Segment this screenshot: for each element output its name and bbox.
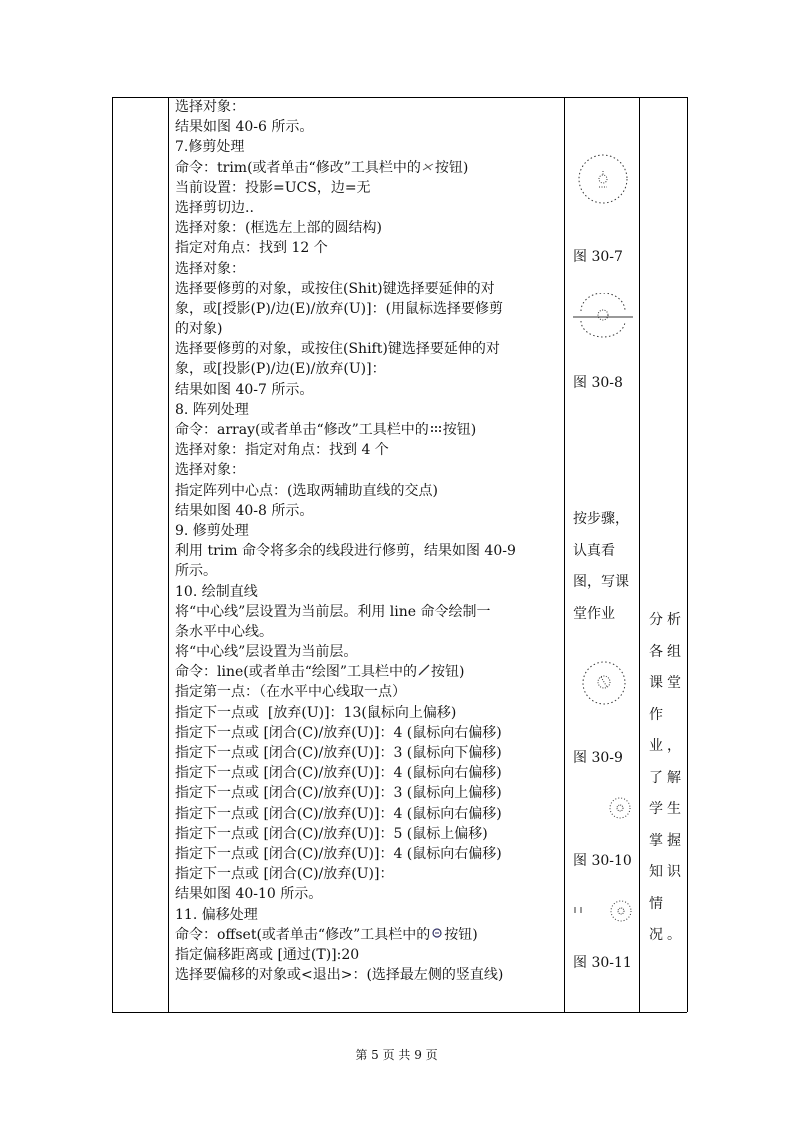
procedure-text-segment: 指定下一点或 [闭合(C)/放弃(U)]：4 (鼠标向右偏移) [175, 845, 502, 862]
procedure-text-segment: 选择要偏移的对象或<退出>：(选择最左侧的竖直线) [175, 967, 504, 984]
figure-30-8-caption: 图 30-8 [573, 375, 623, 391]
procedure-line [175, 299, 563, 319]
figure-30-7-drawing [573, 149, 633, 209]
procedure-line [175, 763, 563, 783]
procedure-line [175, 359, 563, 379]
procedure-text-segment: 指定下一点或 [闭合(C)/放弃(U)]：4 (鼠标向右偏移) [175, 765, 502, 782]
procedure-line [175, 319, 563, 339]
procedure-line [175, 965, 563, 985]
procedure-text-segment: 命令：line(或者单击“绘图”工具栏中的 [175, 664, 418, 681]
procedure-text-segment: 选择剪切边.. [175, 199, 254, 216]
procedure-line [175, 602, 563, 622]
line-tool-icon [418, 662, 430, 682]
table-border-left [112, 97, 113, 1012]
procedure-line [175, 723, 563, 743]
offset-tool-icon [431, 925, 443, 945]
procedure-line [175, 97, 563, 117]
procedure-line [175, 440, 563, 460]
procedure-text-segment: 指定对角点：找到 12 个 [175, 240, 328, 257]
procedure-text-segment: 指定下一点或 [闭合(C)/放弃(U)]：5 (鼠标上偏移) [175, 825, 488, 842]
procedure-text-segment: 选择对象：(框选左上部的圆结构) [175, 220, 382, 237]
procedure-text-segment: 象，或[投影(P)/边(E)/放弃(U)]： [175, 361, 386, 378]
procedure-line [175, 279, 563, 299]
procedure-line [175, 884, 563, 904]
figure-30-8-drawing [571, 293, 635, 339]
procedure-text-segment: 指定下一点或 [闭合(C)/放弃(U)]：4 (鼠标向右偏移) [175, 724, 502, 741]
procedure-text-segment: 指定下一点或 [闭合(C)/放弃(U)]：3 (鼠标向下偏移) [175, 745, 502, 761]
procedure-line [175, 844, 563, 864]
procedure-text-segment: 象，或[授影(P)/边(E)/放弃(U)]：(用鼠标选择要修剪 [175, 300, 504, 317]
procedure-line [175, 481, 563, 501]
table-border-right [687, 97, 688, 1012]
procedure-text-segment: 指定下一点或 [闭合(C)/放弃(U)]：3 (鼠标向上偏移) [175, 785, 502, 802]
procedure-line [175, 743, 563, 763]
procedure-text-segment: 按钮) [444, 926, 478, 943]
procedure-text-segment: 指定下一点或 [放弃(U)]：13(鼠标向上偏移) [175, 704, 457, 721]
procedure-line [175, 501, 563, 521]
procedure-text-segment: 指定下一点或 [闭合(C)/放弃(U)]：4 (鼠标向右偏移) [175, 805, 502, 822]
procedure-text-segment: 8. 阵列处理 [175, 401, 249, 418]
procedure-line [175, 198, 563, 218]
procedure-text-segment: 选择对象：指定对角点：找到 4 个 [175, 442, 389, 459]
procedure-text-segment: 将“中心线”层设置为当前层。 [175, 644, 358, 661]
procedure-line [175, 642, 563, 662]
procedure-text-segment: 10. 绘制直线 [175, 583, 258, 600]
procedure-text-segment: 7.修剪处理 [175, 139, 245, 156]
figure-30-9-drawing [575, 657, 633, 709]
procedure-text-segment: 结果如图 40-7 所示。 [175, 381, 314, 398]
procedure-text-segment: 选择对象： [175, 99, 245, 115]
procedure-text-segment: 按钮) [442, 422, 477, 439]
procedure-line [175, 622, 563, 642]
procedure-text [175, 97, 563, 985]
procedure-line [175, 541, 563, 561]
procedure-text-segment: 按钮) [431, 664, 465, 681]
procedure-text-segment: 命令：offset(或者单击“修改”工具栏中的 [175, 926, 431, 943]
procedure-line [175, 682, 563, 702]
procedure-text-segment: 指定第一点：（在水平中心线取一点） [175, 684, 406, 701]
procedure-text-segment: 命令：trim(或者单击“修改”工具栏中的 [175, 159, 421, 176]
procedure-text-segment: 9. 修剪处理 [175, 522, 249, 539]
procedure-text-segment: 选择对象： [175, 462, 245, 479]
procedure-text-segment: 利用 trim 命令将多余的线段进行修剪，结果如图 40-9 [175, 543, 516, 560]
procedure-line [175, 178, 563, 198]
procedure-line [175, 238, 563, 258]
procedure-text-segment: 指定下一点或 [闭合(C)/放弃(U)]： [175, 866, 394, 883]
method-note: 按步骤，认真看图，写课堂作业 [573, 511, 629, 622]
procedure-line [175, 864, 563, 884]
procedure-text-segment: 选择对象： [175, 260, 245, 277]
procedure-text-segment: 指定偏移距离或 [通过(T)]:20 [175, 946, 360, 963]
procedure-line [175, 703, 563, 723]
procedure-line [175, 521, 563, 541]
procedure-line [175, 339, 563, 359]
procedure-line [175, 582, 563, 602]
procedure-line [175, 400, 563, 420]
figure-30-7-caption: 图 30-7 [573, 249, 623, 265]
procedure-text-segment: 命令：array(或者单击“修改”工具栏中的 [175, 422, 429, 439]
figure-30-11-caption: 图 30-11 [573, 955, 632, 971]
procedure-line [175, 218, 563, 238]
table-border-col3 [639, 97, 640, 1012]
procedure-text-segment: 所示。 [175, 563, 217, 580]
procedure-line [175, 783, 563, 803]
procedure-line [175, 259, 563, 279]
page-footer: 第 5 页 共 9 页 [355, 1048, 438, 1062]
procedure-text-segment: 指定阵列中心点：(选取两辅助直线的交点) [175, 482, 438, 499]
procedure-text-segment: 条水平中心线。 [175, 623, 273, 640]
procedure-text-segment: 将“中心线”层设置为当前层。利用 line 命令绘制一 [175, 603, 491, 620]
procedure-text-segment: 选择要修剪的对象，或按住(Shit)键选择要延伸的对 [175, 280, 495, 297]
table-border-col2 [564, 97, 565, 1012]
trim-tool-icon [422, 158, 434, 178]
procedure-text-segment: 按钮) [434, 159, 469, 176]
procedure-line [175, 925, 563, 945]
procedure-text-segment: 11. 偏移处理 [175, 906, 258, 923]
table-border-bottom [112, 1012, 687, 1013]
procedure-text-segment: 当前设置：投影=UCS，边=无 [175, 179, 371, 196]
procedure-line [175, 380, 563, 400]
procedure-line [175, 158, 563, 178]
procedure-text-segment: 的对象) [175, 321, 223, 338]
figure-30-10-drawing [607, 794, 633, 822]
procedure-text-segment: 选择要修剪的对象，或按住(Shift)键选择要延伸的对 [175, 341, 500, 358]
procedure-line [175, 420, 563, 440]
figure-30-9-caption: 图 30-9 [573, 750, 623, 766]
procedure-line [175, 945, 563, 965]
procedure-line [175, 137, 563, 157]
figure-30-11-drawing [571, 895, 635, 929]
procedure-text-segment: 结果如图 40-8 所示。 [175, 502, 314, 519]
array-tool-icon [430, 420, 442, 440]
evaluation-note: 分析各组课堂作业，了解学生掌握知识情况。 [649, 612, 681, 943]
procedure-text-segment: 结果如图 40-6 所示。 [175, 119, 314, 136]
procedure-line [175, 117, 563, 137]
procedure-text-segment: 结果如图 40-10 所示。 [175, 886, 323, 903]
table-border-col1 [168, 97, 169, 1012]
procedure-line [175, 561, 563, 581]
procedure-line [175, 824, 563, 844]
procedure-line [175, 662, 563, 682]
procedure-line [175, 804, 563, 824]
figure-30-10-caption: 图 30-10 [573, 853, 632, 869]
procedure-line [175, 460, 563, 480]
procedure-line [175, 905, 563, 925]
